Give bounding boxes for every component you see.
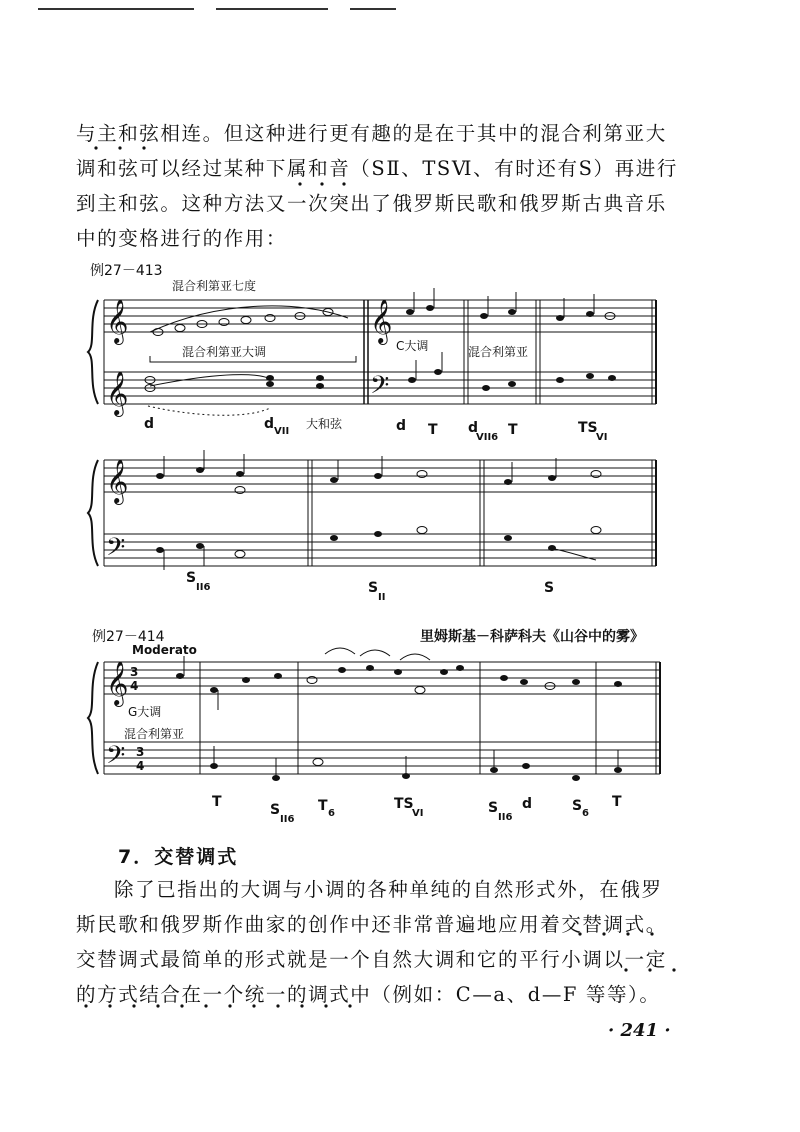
- chord-sii6-sub: II6: [196, 582, 211, 593]
- bass-clef-icon: 𝄢: [106, 533, 126, 568]
- paragraph-1-line-1: 与主和弦相连。但这种进行更有趣的是在于其中的混合利第亚大: [76, 122, 667, 145]
- mixolydian-seventh-label: 混合利第亚七度: [172, 279, 257, 293]
- treble-clef-icon: 𝄞: [106, 661, 129, 705]
- chord-t6-sub: 6: [328, 808, 335, 819]
- svg-text:4: 4: [136, 759, 145, 773]
- mixolydian-label: 混合利第亚: [468, 345, 529, 359]
- slur-6: [400, 654, 430, 660]
- slur-1: [150, 306, 348, 332]
- system-2-notes: [156, 467, 601, 558]
- chord-tsvi-2: TS: [394, 796, 414, 812]
- chord-d-3: d: [522, 796, 533, 812]
- svg-text:3: 3: [130, 665, 139, 679]
- chord-s6: S: [572, 798, 583, 814]
- treble-clef-icon: 𝄞: [106, 371, 129, 415]
- system-2-bass-staff: [104, 534, 656, 566]
- brace-3: [88, 662, 98, 774]
- paragraph-1-line-3: 到主和弦。这种方法又一次突出了俄罗斯民歌和俄罗斯古典音乐: [76, 192, 667, 215]
- chord-t-3: T: [212, 794, 222, 810]
- bass-clef-icon: 𝄢: [106, 741, 126, 776]
- paragraph-2-line-2: 斯民歌和俄罗斯作曲家的创作中还非常普遍地应用着交替调式。: [76, 913, 667, 936]
- paragraph-2-line-1: 除了已指出的大调与小调的各种单纯的自然形式外，在俄罗: [114, 878, 663, 901]
- chord-d-2: d: [396, 418, 407, 434]
- chord-tsvi: TS: [578, 420, 598, 436]
- slur-5: [360, 650, 390, 656]
- brace-1: [88, 300, 98, 404]
- chord-s: S: [544, 580, 555, 596]
- chord-sii6-2: S: [270, 802, 281, 818]
- slur-4: [325, 648, 355, 654]
- chord-t-4: T: [612, 794, 622, 810]
- treble-clef-icon: 𝄞: [106, 459, 129, 503]
- chord-t6: T: [318, 798, 328, 814]
- paragraph-2-line-3: 交替调式最简单的形式就是一个自然大调和它的平行小调以一定: [76, 948, 667, 971]
- chord-tsvi-2-sub: VI: [412, 808, 424, 819]
- chord-sii6-3: S: [488, 800, 499, 816]
- chord-sii6: S: [186, 570, 197, 586]
- chord-t-2: T: [508, 422, 518, 438]
- chord-s6-sub: 6: [582, 808, 589, 819]
- chord-dvii6: d: [468, 420, 479, 436]
- section-heading: 7．交替调式: [118, 846, 239, 868]
- page-number: · 241 ·: [608, 1020, 671, 1041]
- chord-dvii: d: [264, 416, 275, 432]
- g-major-label: G大调: [128, 705, 162, 719]
- chord-d: d: [144, 416, 155, 432]
- tempo-marking: Moderato: [132, 643, 197, 657]
- chord-sii: S: [368, 580, 379, 596]
- chord-dvii-sub: VII: [274, 426, 290, 437]
- svg-text:4: 4: [130, 679, 139, 693]
- treble-clef-icon: 𝄞: [106, 299, 129, 343]
- chord-dvii6-sub: VII6: [476, 432, 499, 443]
- brace-2: [88, 460, 98, 566]
- chord-sii6-2-sub: II6: [280, 814, 295, 825]
- system-3-bass-staff: [104, 742, 660, 774]
- example-2-source: 里姆斯基－科萨科夫《山谷中的雾》: [420, 629, 644, 645]
- bass-clef-icon: 𝄢: [370, 371, 390, 406]
- chord-sii-sub: II: [378, 592, 386, 603]
- example-1-label: 例27－413: [90, 263, 163, 279]
- paragraph-2-line-4: 的方式结合在一个统一的调式中（例如：C—a、d—F 等等）。: [76, 983, 661, 1006]
- system-3-notes: [176, 665, 622, 781]
- paragraph-1-line-4: 中的变格进行的作用：: [76, 227, 288, 250]
- mixolydian-label-2: 混合利第亚: [124, 727, 185, 741]
- system-3-treble-staff: [104, 662, 660, 694]
- paragraph-2: [76, 872, 682, 1012]
- treble-clef-icon: 𝄞: [370, 299, 393, 343]
- dotted-tie: [148, 406, 270, 415]
- big-chord-label: 大和弦: [306, 417, 343, 431]
- mixolydian-major-label: 混合利第亚大调: [182, 345, 267, 359]
- chord-tsvi-sub: VI: [596, 432, 608, 443]
- chord-sii6-3-sub: II6: [498, 812, 513, 823]
- paragraph-1-line-2: 调和弦可以经过某种下属和音（SⅡ、TSⅥ、有时还有S）再进行: [76, 157, 678, 180]
- svg-text:3: 3: [136, 745, 145, 759]
- example-2-label: 例27－414: [92, 629, 165, 645]
- chord-t: T: [428, 422, 438, 438]
- c-major-label: C大调: [396, 339, 429, 353]
